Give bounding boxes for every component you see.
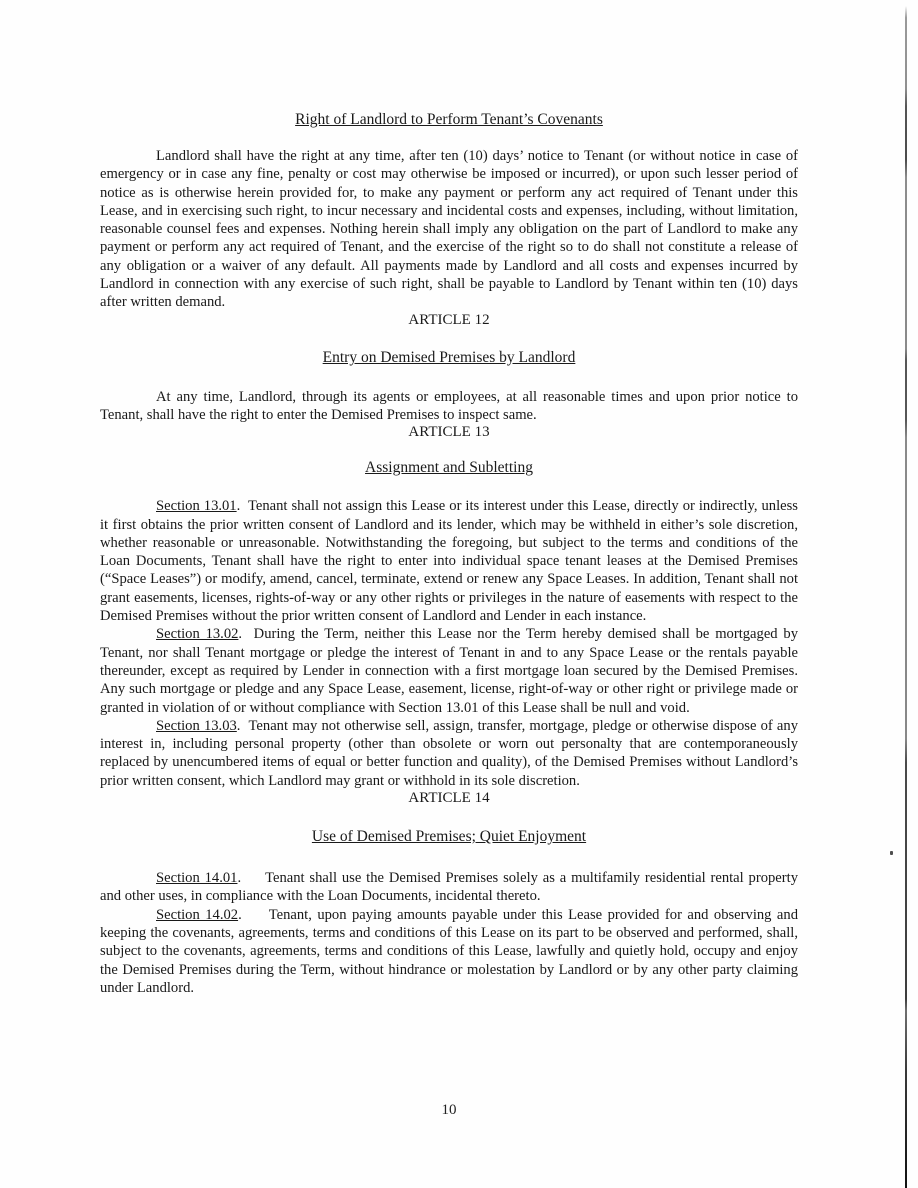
- scan-line-artifact: [905, 6, 907, 1188]
- heading-use-quiet-enjoyment: Use of Demised Premises; Quiet Enjoyment: [311, 828, 587, 846]
- section-14-02-text: . Tenant, upon paying amounts payable under this Lease provided for and observing and keeping the covenants, agreements, terms and conditions of this Lease on its part to be observed and performed, shall, subject to the covenants, agreements, terms and conditions of this Lease, lawfully and quietly hold, occupy and enjoy the Demised Premises during the Term, without hindrance or molestation by Landlord or by any other party claiming under Landlord.: [100, 906, 798, 996]
- article-12-label: ARTICLE 12: [408, 311, 490, 328]
- section-13-02-paragraph: [100, 625, 798, 716]
- section-13-01-paragraph: [100, 497, 798, 625]
- section-14-01-paragraph: [100, 869, 798, 906]
- heading-entry-on-premises: Entry on Demised Premises by Landlord: [322, 348, 576, 366]
- section-13-01-label: Section 13.01: [156, 498, 237, 515]
- section-13-03-paragraph: [100, 717, 798, 790]
- section-14-02-paragraph: [100, 906, 798, 997]
- article-14-label: ARTICLE 14: [408, 790, 490, 807]
- section-14-01-label: Section 14.01: [156, 870, 238, 887]
- article-13-label: ARTICLE 13: [408, 424, 490, 441]
- paragraph-landlord-covenants: Landlord shall have the right at any time, after ten (10) days’ notice to Tenant (or without notice in case of emergency or in case any fine, penalty or cost may otherwise be imposed or incurred), or upon such lesser period of notice as is otherwise herein provided for, to make any payment or perform any act required of Tenant under this Lease, and in exercising such right, to incur necessary and incidental costs and expenses, including, without limitation, reasonable counsel fees and expenses. Nothing herein shall imply any obligation on the part of Landlord to make any payment or perform any act required of Tenant, and the exercise of the right so to do shall not constitute a release of any obligation or a waiver of any default. All payments made by Landlord and all costs and expenses incurred by Landlord in connection with any exercise of such right, shall be payable to Landlord by Tenant within ten (10) days after written demand.: [100, 148, 798, 311]
- page-number: 10: [441, 1102, 457, 1118]
- section-13-01-text: . Tenant shall not assign this Lease or its interest under this Lease, directly or indirectly, unless it first obtains the prior written consent of Landlord and its lender, which may be withheld in either’s sole discretion, whether reasonable or unreasonable. Notwithstanding the foregoing, but subject to the terms and conditions of the Loan Documents, Tenant shall have the right to enter into individual space tenant leases at the Demised Premises (“Space Leases”) or modify, amend, cancel, terminate, extend or renew any Space Leases. In addition, Tenant shall not grant easements, licenses, rights-of-way or any other rights or privileges in the nature of easements with respect to the Demised Premises without the prior written consent of Landlord and Lender in each instance.: [100, 498, 798, 625]
- heading-right-of-landlord: Right of Landlord to Perform Tenant’s Covenants: [295, 111, 603, 128]
- paragraph-entry-on-premises: At any time, Landlord, through its agents or employees, at all reasonable times and upon prior notice to Tenant, shall have the right to enter the Demised Premises to inspect same.: [100, 388, 798, 423]
- section-13-03-label: Section 13.03: [156, 717, 237, 734]
- section-14-02-label: Section 14.02: [156, 906, 239, 923]
- scan-speck-artifact: [890, 851, 893, 855]
- section-14-01-text: . Tenant shall use the Demised Premises solely as a multifamily residential rental property and other uses, in compliance with the Loan Documents, incidental thereto.: [100, 870, 799, 905]
- section-13-03-text: . Tenant may not otherwise sell, assign, transfer, mortgage, pledge or otherwise dispose of any interest in, including personal property (other than obsolete or worn out personalty that are contemporaneously replaced by unencumbered items of equal or better function and quality), of the Demised Premises without Landlord’s prior written consent, which Landlord may grant or withhold in its sole discretion.: [100, 717, 799, 789]
- section-13-02-text: . During the Term, neither this Lease nor the Term hereby demised shall be mortgaged by Tenant, nor shall Tenant mortgage or pledge the interest of Tenant in and to any Space Lease or the rentals payable thereunder, except as required by Lender in connection with a first mortgage loan secured by the Demised Premises. Any such mortgage or pledge and any Space Lease, easement, license, right-of-way or other right or privilege made or granted in violation of or without compliance with Section 13.01 of this Lease shall be null and void.: [100, 626, 798, 716]
- document-content: [100, 0, 798, 997]
- heading-assignment-subletting: Assignment and Subletting: [365, 459, 533, 477]
- section-13-02-label: Section 13.02: [156, 626, 239, 643]
